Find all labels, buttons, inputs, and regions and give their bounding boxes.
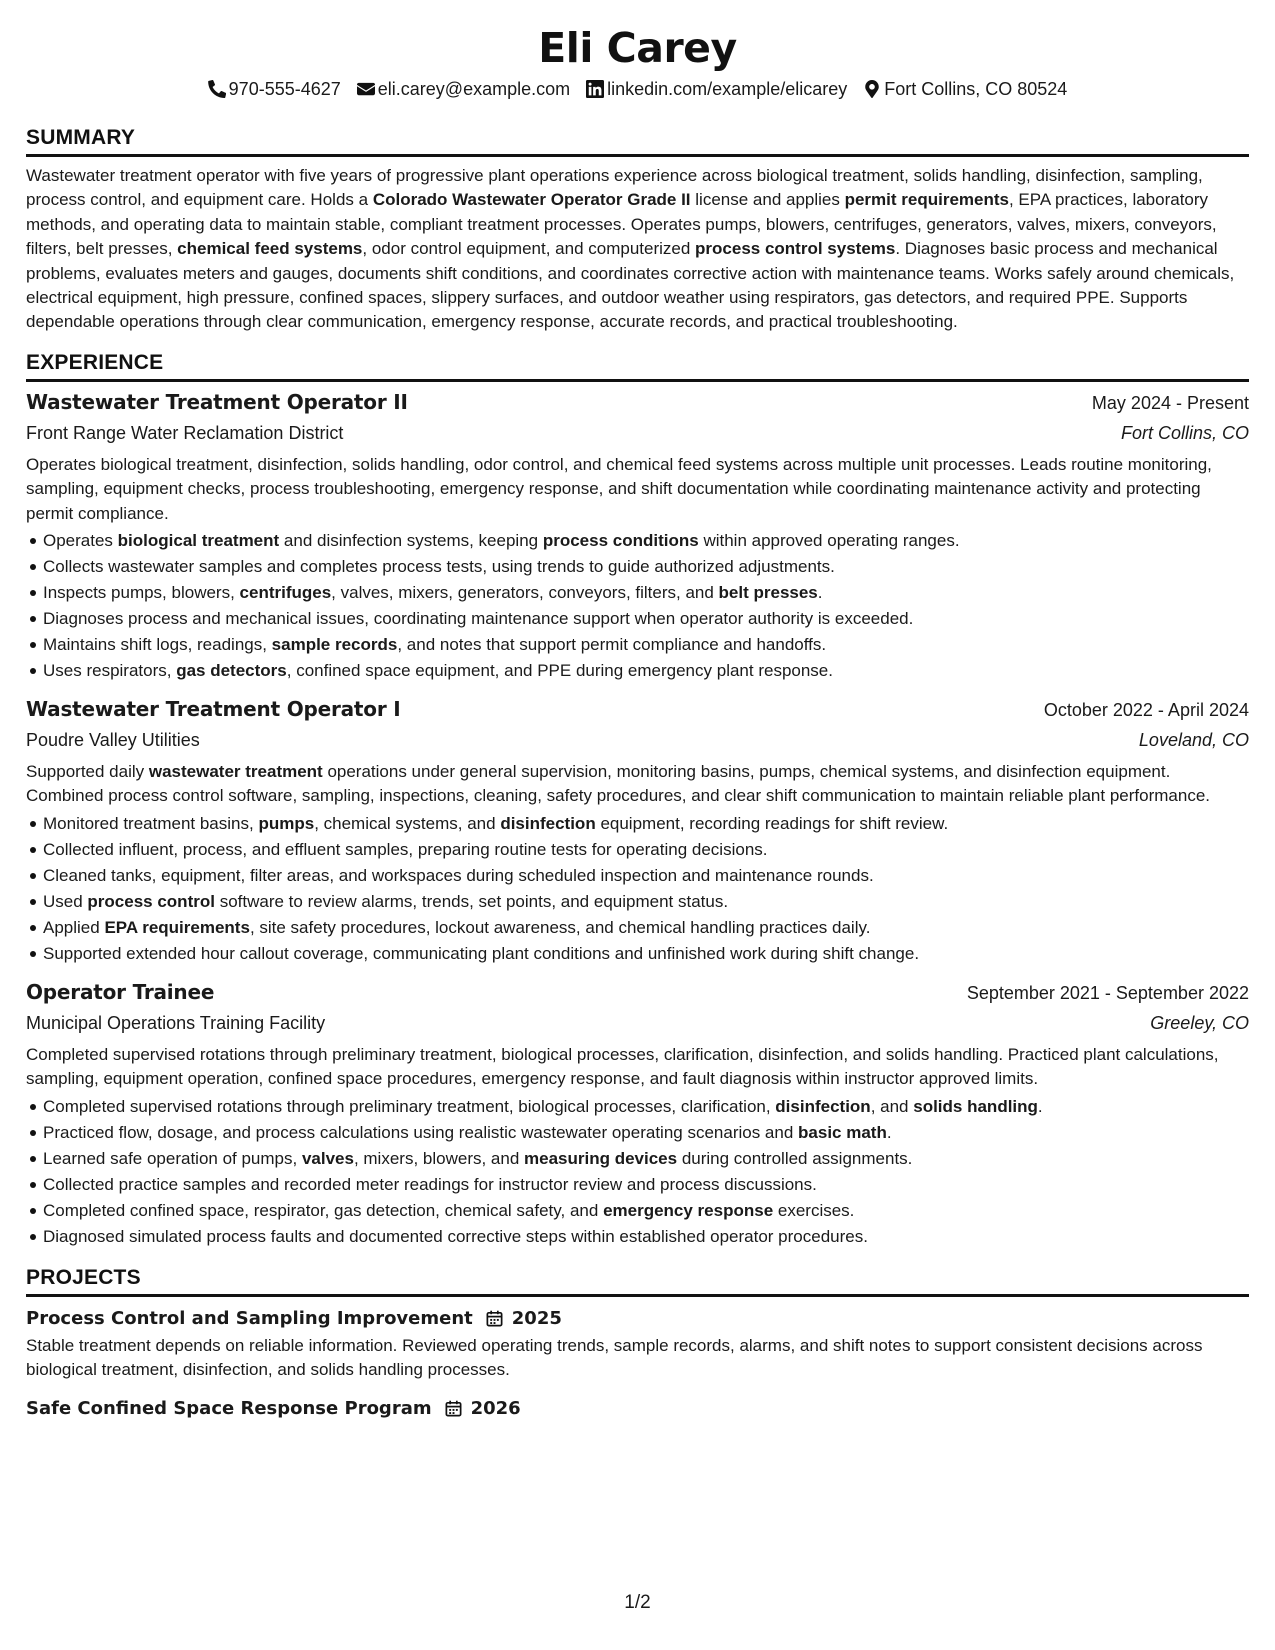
bullet-item: Learned safe operation of pumps, valves, mixers, blowers, and measuring devices during controlled assignments.	[26, 1146, 1249, 1172]
bullet-item: Monitored treatment basins, pumps, chemical systems, and disinfection equipment, recording readings for shift review.	[26, 811, 1249, 837]
project-entry	[26, 1396, 1249, 1422]
bold-keyword: Colorado Wastewater Operator Grade II	[372, 190, 691, 210]
job-location: Fort Collins, CO	[1120, 422, 1249, 443]
bold-keyword: valves	[301, 1148, 354, 1168]
contact-email[interactable]	[357, 77, 570, 101]
contact-bar	[26, 77, 1249, 101]
bold-keyword: centrifuges	[239, 583, 332, 603]
bullet-item: Collected practice samples and recorded meter readings for instructor review and process discussions.	[26, 1172, 1249, 1198]
bold-keyword: belt presses	[718, 583, 818, 603]
job-bullets	[26, 528, 1249, 684]
calendar-icon	[485, 1309, 504, 1328]
contact-phone[interactable]	[208, 77, 341, 101]
project-year: 2026	[470, 1397, 521, 1419]
bold-keyword: gas detectors	[176, 661, 287, 681]
page-number: 1/2	[624, 1592, 651, 1613]
summary-paragraph: Wastewater treatment operator with five years of progressive plant operations experience across biological treatment, solids handling, disinfection, sampling, process control, and equipment care. Holds a Colorado Wastewater Operator Grade II license and applies permit requirements, EPA practices, laboratory methods, and operating data to maintain stable, compliant treatment processes. Operates pumps, blowers, centrifuges, generators, valves, mixers, conveyors, filters, belt presses, chemical feed systems, odor control equipment, and computerized process control systems. Diagnoses basic process and mechanical problems, evaluates meters and gauges, documents shift conditions, and coordinates corrective action with maintenance teams. Works safely around chemicals, electrical equipment, high pressure, confined spaces, slippery surfaces, and outdoor weather using respirators, gas detectors, and required PPE. Supports dependable operations through clear communication, emergency response, accurate records, and practical troubleshooting.	[26, 166, 1235, 332]
envelope-icon	[357, 80, 375, 98]
bold-keyword: solids handling	[913, 1096, 1038, 1116]
job-summary: Operates biological treatment, disinfection, solids handling, odor control, and chemical feed systems across multiple unit processes. Leads routine monitoring, sampling, equipment checks, process troubleshooting, emergency response, and shift documentation while coordinating maintenance activity and protecting permit compliance.	[26, 454, 1212, 523]
resume-page	[26, 22, 1249, 1422]
calendar-icon	[444, 1399, 463, 1418]
project-entry	[26, 1306, 1249, 1383]
job-bullets	[26, 1094, 1249, 1250]
projects-heading: PROJECTS	[26, 1265, 1249, 1297]
job-company: Municipal Operations Training Facility	[26, 1012, 326, 1033]
contact-linkedin[interactable]	[586, 77, 847, 101]
project-year: 2025	[511, 1307, 562, 1329]
job-title: Wastewater Treatment Operator II	[26, 389, 408, 414]
bold-keyword: process control	[87, 891, 215, 911]
bullet-item: Inspects pumps, blowers, centrifuges, valves, mixers, generators, conveyors, filters, and belt presses.	[26, 580, 1249, 606]
map-pin-icon	[863, 80, 881, 98]
bold-keyword: basic math	[798, 1122, 887, 1142]
location-text: Fort Collins, CO 80524	[884, 79, 1068, 99]
bold-keyword: emergency response	[603, 1200, 774, 1220]
email-address: eli.carey@example.com	[377, 79, 571, 99]
job-company: Front Range Water Reclamation District	[26, 422, 344, 443]
summary-heading: SUMMARY	[26, 125, 1249, 157]
bold-keyword: measuring devices	[524, 1148, 678, 1168]
bullet-item: Used process control software to review alarms, trends, set points, and equipment status.	[26, 889, 1249, 915]
bold-keyword: process conditions	[542, 531, 699, 551]
linkedin-url: linkedin.com/example/elicarey	[607, 79, 848, 99]
bold-keyword: disinfection	[775, 1096, 871, 1116]
bullet-item: Diagnoses process and mechanical issues, coordinating maintenance support when operator authority is exceeded.	[26, 606, 1249, 632]
bullet-item: Supported extended hour callout coverage, communicating plant conditions and unfinished work during shift change.	[26, 941, 1249, 967]
bullet-item: Diagnosed simulated process faults and documented corrective steps within established operator procedures.	[26, 1224, 1249, 1250]
job-location: Greeley, CO	[1150, 1012, 1249, 1033]
contact-location	[863, 77, 1067, 101]
linkedin-icon	[586, 80, 604, 98]
bold-keyword: process control systems	[695, 239, 896, 259]
job-title: Operator Trainee	[26, 979, 215, 1004]
bullet-item: Uses respirators, gas detectors, confined space equipment, and PPE during emergency plant response.	[26, 658, 1249, 684]
job-dates: October 2022 - April 2024	[1043, 700, 1249, 721]
candidate-name: Eli Carey	[538, 24, 737, 72]
bold-keyword: permit requirements	[844, 190, 1009, 210]
bold-keyword: sample records	[271, 635, 398, 655]
job-entry	[26, 388, 1249, 684]
job-bullets	[26, 811, 1249, 967]
project-description: Stable treatment depends on reliable information. Reviewed operating trends, sample records, alarms, and shift notes to support consistent decisions across biological treatment, disinfection, and solids handling processes.	[26, 1335, 1203, 1380]
bullet-item: Practiced flow, dosage, and process calculations using realistic wastewater operating scenarios and basic math.	[26, 1120, 1249, 1146]
job-entry	[26, 978, 1249, 1250]
bold-keyword: biological treatment	[117, 531, 280, 551]
job-location: Loveland, CO	[1138, 730, 1249, 751]
job-title: Wastewater Treatment Operator I	[26, 697, 401, 722]
bullet-item: Collects wastewater samples and completes process tests, using trends to guide authorized adjustments.	[26, 554, 1249, 580]
bullet-item: Operates biological treatment and disinfection systems, keeping process conditions within approved operating ranges.	[26, 528, 1249, 554]
bullet-item: Applied EPA requirements, site safety procedures, lockout awareness, and chemical handling practices daily.	[26, 915, 1249, 941]
project-name: Safe Confined Space Response Program	[26, 1397, 432, 1419]
job-dates: September 2021 - September 2022	[966, 982, 1249, 1003]
bullet-item: Maintains shift logs, readings, sample records, and notes that support permit compliance and handoffs.	[26, 632, 1249, 658]
job-summary: Supported daily wastewater treatment operations under general supervision, monitoring basins, pumps, chemical systems, and disinfection equipment. Combined process control software, sampling, inspections, cleaning, safety procedures, and clear shift communication to maintain reliable plant performance.	[26, 762, 1210, 806]
bullet-item: Collected influent, process, and effluent samples, preparing routine tests for operating decisions.	[26, 837, 1249, 863]
bold-keyword: EPA requirements	[104, 917, 250, 937]
job-company: Poudre Valley Utilities	[26, 730, 200, 751]
bullet-item: Cleaned tanks, equipment, filter areas, and workspaces during scheduled inspection and maintenance rounds.	[26, 863, 1249, 889]
phone-icon	[208, 80, 226, 98]
job-entry	[26, 695, 1249, 967]
job-dates: May 2024 - Present	[1091, 392, 1249, 413]
bullet-item: Completed confined space, respirator, gas detection, chemical safety, and emergency response exercises.	[26, 1198, 1249, 1224]
bullet-item: Completed supervised rotations through preliminary treatment, biological processes, clarification, disinfection, and solids handling.	[26, 1094, 1249, 1120]
bold-keyword: disinfection	[500, 813, 596, 833]
experience-heading: EXPERIENCE	[26, 350, 1249, 382]
bold-keyword: chemical feed systems	[177, 239, 363, 259]
bold-keyword: wastewater treatment	[148, 762, 323, 782]
bold-keyword: pumps	[258, 813, 315, 833]
phone-number: 970-555-4627	[228, 79, 341, 99]
project-name: Process Control and Sampling Improvement	[26, 1307, 473, 1329]
job-summary: Completed supervised rotations through preliminary treatment, biological processes, clarification, disinfection, and solids handling. Practiced plant calculations, sampling, equipment operation, confined space procedures, emergency response, and fault diagnosis within instructor approved limits.	[26, 1044, 1219, 1089]
